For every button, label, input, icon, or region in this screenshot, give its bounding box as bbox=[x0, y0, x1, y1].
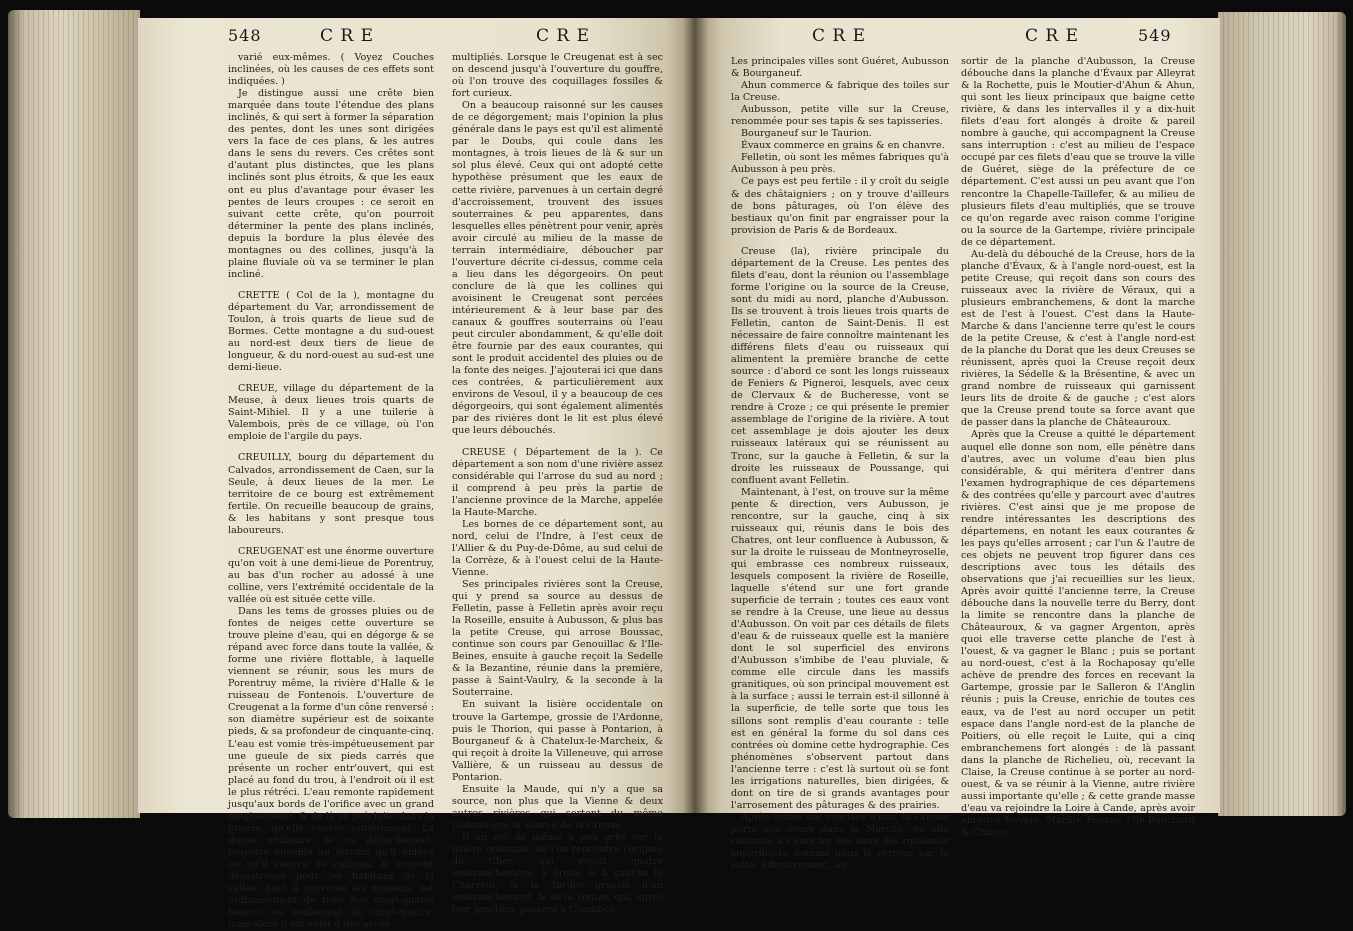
right-page-column-1 bbox=[731, 56, 949, 872]
paragraph: Creuse (la), rivière principale du département de la Creuse. Les pentes des filets d'eau, dont la réunion ou l'assemblage forme l'origine ou la source de la Creuse, sont du midi au nord, planche d'Aubusson. Ils se trouvent à trois lieues trois quarts de Felletin, canton de Saint-Denis. Il est nécessaire de faire connoître maintenant les différens filets d'eau ou ruisseaux qui alimentent la première branche de cette source : d'abord ce sont les longs ruisseaux de Feniers & Pigneroi, lesquels, avec ceux de Clervaux & de Bucheresse, vont se rendre à Croze ; ce qui présente le premier assemblage de l'origine de la rivière. A tout cet assemblage je dois ajouter les deux ruisseaux latéraux qui se réunissent au Tronc, sur la gauche à Felletin, & sur la droite les ruisseaux de Poussange, qui confluent avant Felletin. bbox=[731, 245, 949, 486]
right-running-head-2: C R E bbox=[1025, 26, 1080, 46]
left-page-edges bbox=[8, 10, 140, 818]
left-page-column-1 bbox=[228, 52, 434, 931]
left-running-head-1: C R E bbox=[320, 26, 375, 46]
paragraph: varié eux-mêmes. ( Voyez Couches inclinées, où les causes de ces effets sont indiquées. ) bbox=[228, 52, 434, 88]
paragraph: multipliés. Lorsque le Creugenat est à sec on descend jusqu'à l'ouverture du gouffre, où l'on trouve des coquillages fossiles & fort curieux. bbox=[452, 52, 663, 100]
paragraph: Je distingue aussi une crête bien marquée dans toute l'étendue des plans inclinés, & qui sert à former la séparation des pentes, dont les unes sont dirigées vers la face de ces plans, & les autres dans le sens du revers. Ces crêtes sont d'autant plus distinctes, que les plans inclinés sont plus étroits, & que les eaux ont eu plus d'avantage pour évaser les pentes de leurs croupes : ce seroit en suivant cette crête, qu'on pourroit déterminer la pente des plans inclinés, depuis la bordure la plus élevée des montagnes ou des collines, jusqu'à la plaine fluviale où va se terminer le plan incliné. bbox=[228, 88, 434, 280]
right-page-number: 549 bbox=[1138, 26, 1172, 45]
paragraph: sortir de la planche d'Aubusson, la Creuse débouche dans la planche d'Évaux par Alleyrat & la Rochette, puis le Moutier-d'Ahun & Ahun, qui sont les lieux principaux que baigne cette rivière, & dans les intervalles il y a dix-huit filets d'eau fort alongés à droite & pareil nombre à gauche, qui accompagnent la Creuse sans interruption : c'est au milieu de l'espace occupé par ces filets d'eau que se trouve la ville de Guéret, siège de la préfecture de ce département. C'est aussi un peu avant que l'on rencontre la Chapelle-Taillefer, & au milieu de plusieurs filets d'eau multipliés, que se trouve ce qu'on regarde avec raison comme l'origine ou la source de la Gartempe, rivière principale de ce département. bbox=[961, 56, 1195, 248]
paragraph: CREUGENAT est une énorme ouverture qu'on voit à une demi-lieue de Porentruy, au bas d'un rocher au adossé à une colline, vers l'extrémité occidentale de la vallée où est située cette ville. bbox=[228, 545, 434, 605]
right-running-head-1: C R E bbox=[812, 26, 867, 46]
paragraph: Dans les tems de grosses pluies ou de fontes de neiges cette ouverture se trouve pleine d'eau, qui en dégorge & se répand avec force dans toute la vallée, & forme une rivière flottable, à laquelle viennent se réunir, sous les murs de Porentruy même, la rivière d'Halle & le ruisseau de Fontenois. L'ouverture de Creugenat a la forme d'un cône renversé : son diamètre supérieur est de soixante pieds, & sa profondeur de cinquante-cinq. L'eau est vomie très-impétueusement par une gueule de six pieds carrés que présente un rocher entr'ouvert, qui est placé au fond du trou, à l'endroit où il est le plus rétréci. L'eau remonte rapidement jusqu'aux bords de l'orifice avec un grand mugissement, & de là se précipite dans la prairie, qu'elle couvre entièrement. La durée ordinaire de ce débordement, toujours nuisible au terrain qu'il enlève ou qu'il couvre de cailloux, & souvent désastreuse pour les habitans de la vallée, dont il renverse les maisons, est ordinairement de trois fois vingt-quatre heures, ou seulement de vingt-quatre; mais alors il est sujet à des accès bbox=[228, 606, 434, 931]
paragraph: CREUE, village du département de la Meuse, à deux lieues trois quarts de Saint-Mihiel. Il y a une tuilerie à Valembois, près de ce village, où l'on emploie de l'argile du pays. bbox=[228, 383, 434, 443]
paragraph: Ahun commerce & fabrique des toiles sur la Creuse. bbox=[731, 80, 949, 104]
paragraph: Les principales villes sont Guéret, Aubusson & Bourganeuf. bbox=[731, 56, 949, 80]
right-page-edges bbox=[1218, 12, 1346, 816]
paragraph: Après toutes ces reprises d'eau, la Creuse porte son cours dans la Marche, où elle continue à s'enrichir des eaux des ruisseaux superficiels, comme nous le verrons par la suite. Effectivement, au bbox=[731, 811, 949, 872]
paragraph: Ensuite la Maude, qui n'y a que sa source, non plus que la Vienne & deux autres rivières qui sortent du même plateau que la source de la Creuse. bbox=[452, 783, 663, 831]
paragraph: Il en est de même à peu près sur la lisière orientale, où l'on rencontre l'origine du Cher, qui reçoit quatre embranchemens, à droite & à gauche le Charerot, & la Tardes grossie d'un embranchement, & de la Vouize, qui, après leur jonction, passent à Chambon. bbox=[452, 832, 663, 916]
left-page-number: 548 bbox=[228, 26, 262, 45]
paragraph: Aubusson, petite ville sur la Creuse, renommée pour ses tapis & ses tapisseries. bbox=[731, 104, 949, 128]
paragraph: Bourganeuf sur le Taurion. bbox=[741, 128, 872, 140]
paragraph: Évaux commerce en grains & en chanvre. bbox=[741, 140, 945, 152]
paragraph: Les bornes de ce département sont, au nord, celui de l'Indre, à l'est ceux de l'Allier & du Puy-de-Dôme, au sud celui de la Corrèze, & à l'ouest celui de la Haute-Vienne. bbox=[452, 518, 663, 578]
paragraph: Au-delà du débouché de la Creuse, hors de la planche d'Évaux, & à l'angle nord-ouest, est la petite Creuse, qui reçoit dans son cours des ruisseaux avec la rivière de Véraux, qui a plusieurs embranchemens, & dont la marche est de l'est à l'ouest. C'est dans la Haute-Marche & dans l'ancienne terre qu'est le cours de la petite Creuse, & c'est à l'angle nord-est de la planche du Dorat que les deux Creuses se réunissent, après quoi la Creuse reçoit deux rivières, la Sédelle & la Brésentine, & avec un grand nombre de ruisseaux qui garnissent leurs lits de droite & de gauche ; c'est alors que la Creuse prend toute sa force avant que de passer dans la planche de Châteauroux. bbox=[961, 248, 1195, 429]
paragraph: CREUILLY, bourg du département du Calvados, arrondissement de Caen, sur la Seule, à deux lieues de la mer. Le territoire de ce bourg est extrêmement fertile. On recueille beaucoup de grains, & les habitans y sont presque tous laboureurs. bbox=[228, 452, 434, 536]
paragraph: CREUSE ( Département de la ). Ce département a son nom d'une rivière assez considérable qui l'arrose du sud au nord ; il comprend à peu près la partie de l'ancienne province de la Marche, appelée la Haute-Marche. bbox=[452, 446, 663, 518]
paragraph: Maintenant, à l'est, on trouve sur la même pente & direction, vers Aubusson, je rencontre, sur la gauche, cinq à six ruisseaux qui, réunis dans le bois des Chatres, ont leur confluence à Aubusson, & sur la droite le ruisseau de Montneyroselle, qui embrasse ces nombreux ruisseaux, lesquels composent la rivière de Roseille, laquelle s'étend sur une fort grande superficie de terrain ; toutes ces eaux vont se rendre à la Creuse, une lieue au dessus d'Aubusson. On voit par ces détails de filets d'eau & de ruisseaux quelle est la manière dont le sol superficiel des environs d'Aubusson s'imbibe de l'eau pluviale, & comme elle circule dans les massifs granitiques, où son principal mouvement est à la surface ; aussi le terrain est-il sillonné à la superficie, de telle sorte que tous les sillons sont remplis d'eau courante : telle est en général la forme du sol dans ces contrées où domine cette hydrographie. Ces phénomènes s'observent partout dans l'ancienne terre : c'est là surtout où se font les irrigations naturelles, bien dirigées, & dont on tire de si grands avantages pour l'arrosement des pâturages & des prairies. bbox=[731, 486, 949, 811]
paragraph: CRETTE ( Col de la ), montagne du département du Var, arrondissement de Toulon, à trois quarts de lieue sud de Bormes. Cette montagne a du sud-ouest au nord-est deux tiers de lieue de longueur, & du nord-ouest au sud-est une demi-lieue. bbox=[228, 289, 434, 374]
paragraph: Après que la Creuse a quitté le département auquel elle donne son nom, elle pénètre dans d'autres, avec un volume d'eau bien plus considérable, & qui méritera d'entrer dans l'examen hydrographique de ces départemens & des contrées qu'elle y parcourt avec d'autres rivières. C'est ainsi que je me propose de rendre intéressantes les descriptions des départemens, en notant les eaux courantes & les pays qu'elles arrosent ; car l'un & l'autre de ces objets ne peuvent trop figurer dans ces descriptions avec tous les détails des observations que j'ai recueillies sur les lieux. Après avoir quitté l'ancienne terre, la Creuse débouche dans la nouvelle terre du Berry, dont la limite se rencontre dans la planche de Châteauroux, & va gagner Argenton, après quoi elle traverse cette planche de l'est à l'ouest, & va gagner le Blanc ; puis se portant au nord-ouest, c'est à la Rochaposay qu'elle achève de prendre des forces en recevant la Gartempe, grossie par le Salleron & l'Anglin réunis ; puis la Creuse, enrichie de toutes ces eaux, va de l'est au nord occuper un petit espace dans l'angle nord-est de la planche de Poitiers, où elle reçoit le Luite, qui a cinq embranchemens fort alongés : de là passant dans la planche de Richelieu, où, recevant la Claise, la Creuse continue à se porter au nord-ouest, & va se réunir à la Vienne, autre rivière aussi importante qu'elle ; & cette grande masse d'eau va rejoindre la Loire à Cande, après avoir abreuvé Noyers, Marilly, Pouzay, l'Ile-Bouchard & Chinon. bbox=[961, 429, 1195, 838]
paragraph: Ce pays est peu fertile : il y croît du seigle & des châtaigniers ; on y trouve d'ailleurs de bons pâturages, où l'on élève des bestiaux qu'on finit par engraisser pour la provision de Paris & de Bordeaux. bbox=[731, 176, 949, 236]
paragraph: En suivant la lisière occidentale on trouve la Gartempe, grossie de l'Ardonne, puis le Thorion, qui passe à Pontarion, à Bourganeuf & à Chatelux-le-Marcheix, & qui reçoit à droite la Villeneuve, qui arrose Vallière, & un ruisseau au dessus de Pontarion. bbox=[452, 699, 663, 783]
left-page-column-2 bbox=[452, 52, 663, 916]
book-gutter bbox=[682, 18, 708, 813]
right-page-column-2 bbox=[961, 56, 1195, 839]
paragraph: Felletin, où sont les mêmes fabriques qu'à Aubusson à peu près. bbox=[731, 152, 949, 176]
paragraph: On a beaucoup raisonné sur les causes de ce dégorgement; mais l'opinion la plus générale dans le pays est qu'il est alimenté par le Doubs, qui coule dans les montagnes, à trois lieues de là & sur un sol plus élevé. Ceux qui ont adopté cette hypothèse présument que les eaux de cette rivière, parvenues à un certain degré d'accroissement, trouvent des issues souterraines & peu apparentes, dans lesquelles elles pénètrent pour venir, après avoir circulé au milieu de la masse de terrain intermédiaire, déboucher par l'ouverture décrite ci-dessus, comme cela a lieu dans les dégorgeoirs. On peut conclure de là que les collines qui avoisinent le Creugenat sont percées intérieurement & à leur base par des canaux & gouffres souterrains où l'eau peut circuler abondamment, & qu'elle doit être fournie par des eaux courantes, qui sont le produit accidentel des pluies ou de la fonte des neiges. J'ajouterai ici que dans ces contrées, & particulièrement aux environs de Vesoul, il y a beaucoup de ces dégorgeoirs, qui sont également alimentés par des rivières dont le lit est plus élevé que leurs débouchés. bbox=[452, 100, 663, 437]
paragraph: Ses principales rivières sont la Creuse, qui y prend sa source au dessus de Felletin, passe à Felletin après avoir reçu la Roseille, ensuite à Aubusson, & plus bas la petite Creuse, qui arrose Boussac, continue son cours par Genouillac & l'Ile-Beines, ensuite à gauche reçoit la Sedelle & la Bezantine, réunie dans la première, passe à Saint-Vaulry, & la seconde à la Souterraine. bbox=[452, 579, 663, 699]
left-running-head-2: C R E bbox=[536, 26, 591, 46]
